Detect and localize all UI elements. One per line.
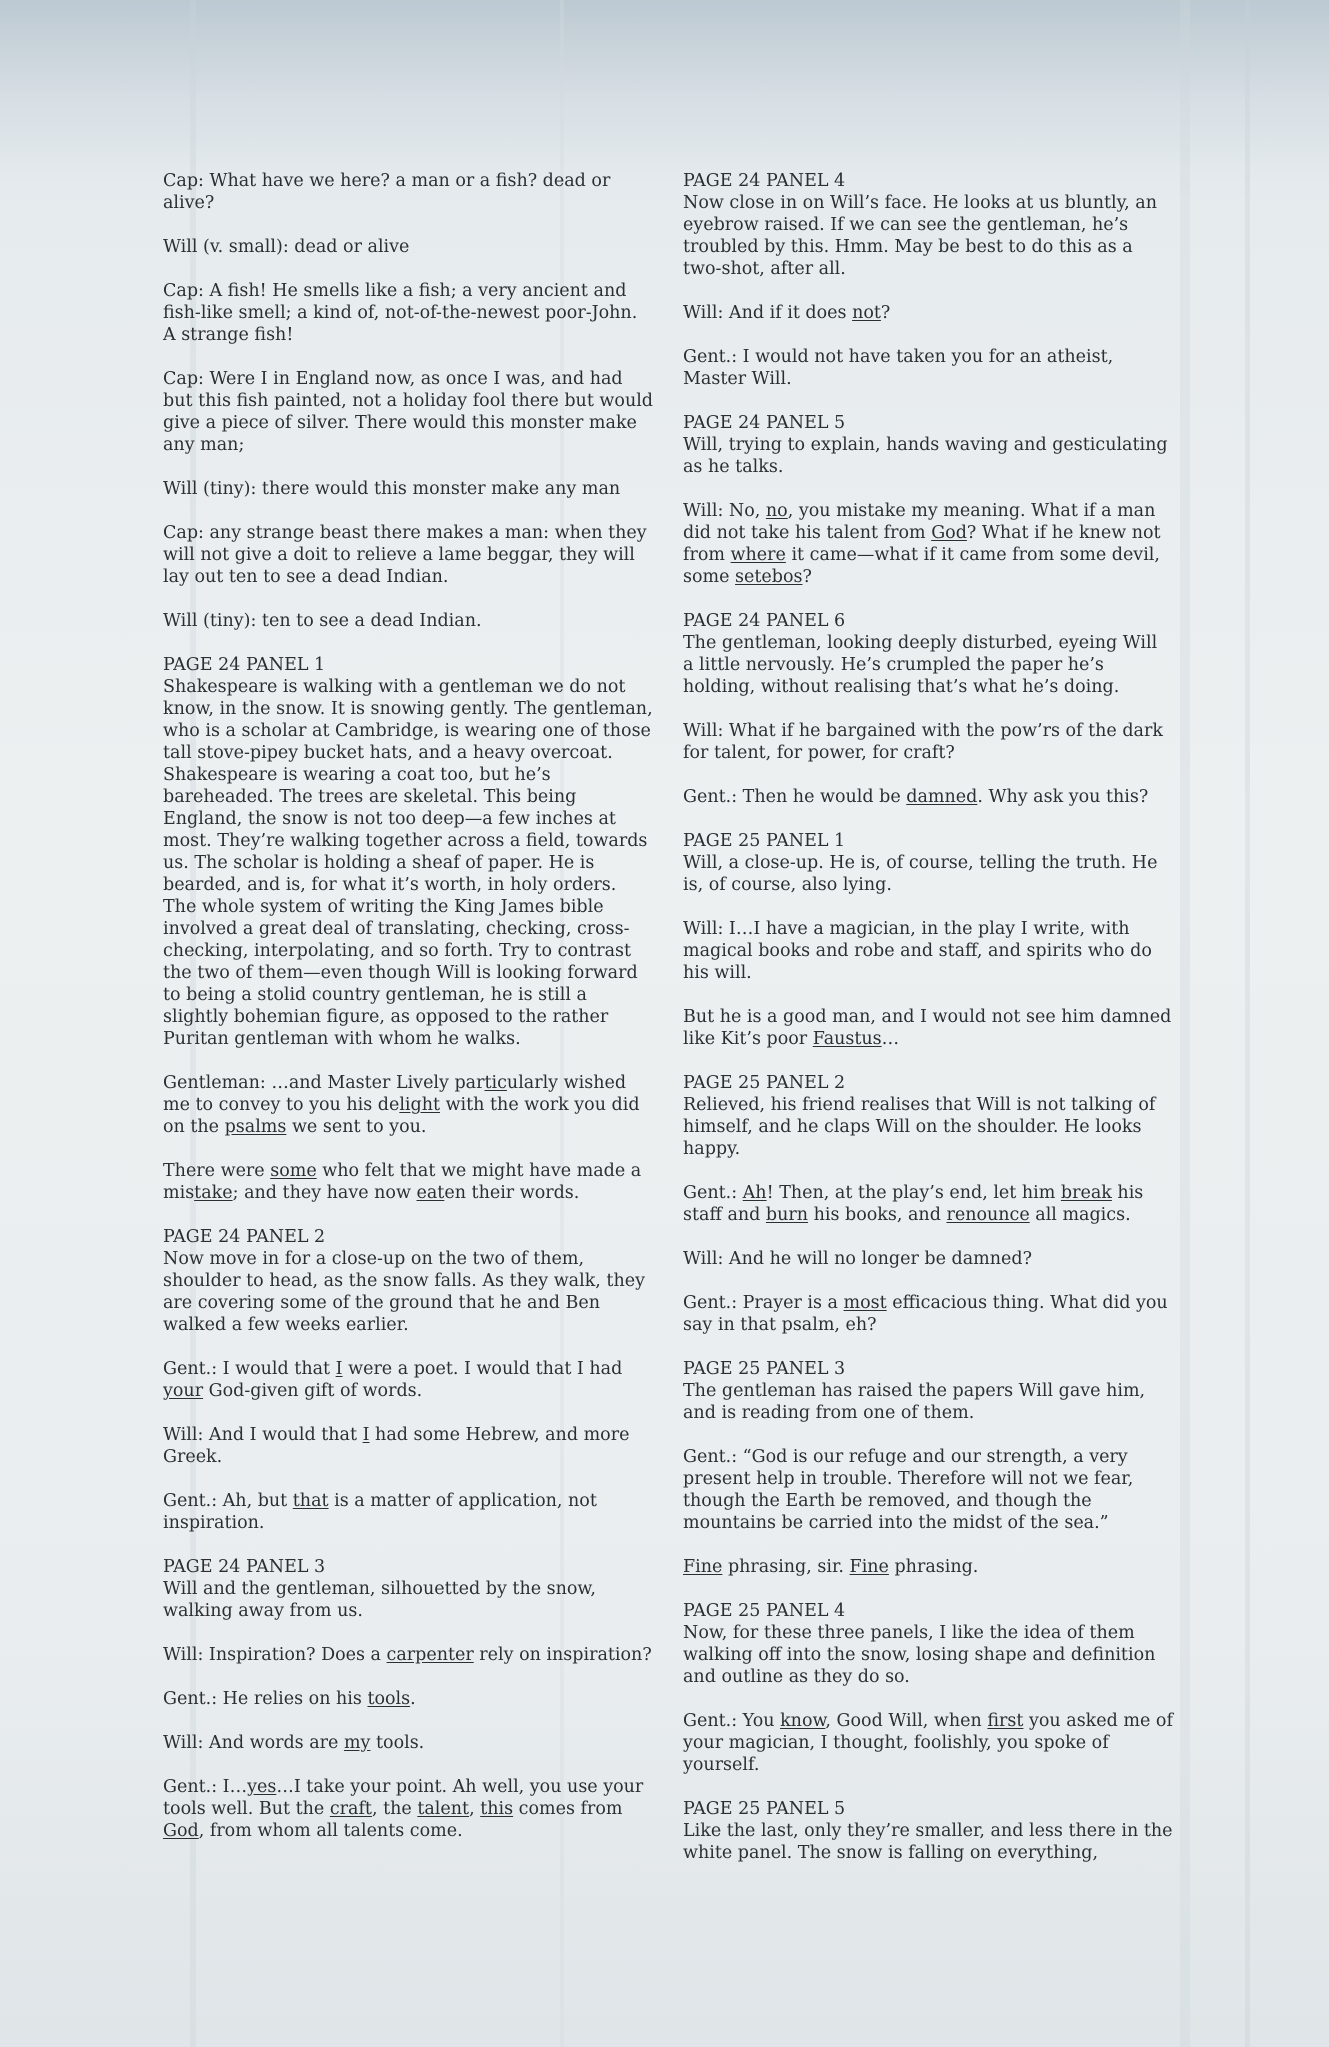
dialogue-text: Will: What if he bargained with the pow’rs of the dark for talent, for power, for craft? [683, 721, 1163, 763]
panel-heading: PAGE 25 PANEL 3 [683, 1359, 846, 1379]
panel-description [163, 1226, 653, 1336]
dialogue-text: Gent.: I would not have taken you for an atheist, Master Will. [683, 347, 1114, 389]
panel-heading: PAGE 24 PANEL 3 [163, 1557, 326, 1577]
dialogue-text: Gent.: He relies on his tools. [163, 1689, 416, 1709]
panel-text: The gentleman has raised the papers Will gave him, and is reading from one of them. [683, 1381, 1146, 1423]
dialogue-text: But he is a good man, and I would not see him damned like Kit’s poor Faustus… [683, 1007, 1172, 1049]
dialogue-line [683, 302, 1173, 324]
dialogue-line [163, 1776, 653, 1842]
dialogue-text: Gent.: “God is our refuge and our strength, a very present help in trouble. Therefore will not we fear, though the Earth be removed, and though the mountains be carried into the midst of the sea.” [683, 1447, 1134, 1533]
dialogue-line [163, 478, 653, 500]
panel-description [683, 1072, 1173, 1160]
dialogue-text: Gent.: Prayer is a most efficacious thing. What did you say in that psalm, eh? [683, 1293, 1168, 1335]
dialogue-line [683, 720, 1173, 764]
panel-description [683, 610, 1173, 698]
dialogue-line [683, 1710, 1173, 1776]
left-column [163, 170, 653, 1890]
background-streak [1245, 0, 1250, 2047]
right-column [683, 170, 1173, 1890]
panel-heading: PAGE 24 PANEL 2 [163, 1227, 326, 1247]
panel-description [683, 1358, 1173, 1424]
dialogue-line [683, 918, 1173, 984]
dialogue-line [683, 1182, 1173, 1226]
dialogue-line [163, 1688, 653, 1710]
dialogue-text: Gent.: Ah! Then, at the play’s end, let him break his staff and burn his books, and renounce all magics. [683, 1183, 1144, 1225]
dialogue-line [163, 236, 653, 258]
dialogue-text: Will: And he will no longer be damned? [683, 1249, 1032, 1269]
dialogue-line [683, 1006, 1173, 1050]
dialogue-text: Gent.: I…yes…I take your point. Ah well, you use your tools well. But the craft, the talent, this comes from God, from whom all talents come. [163, 1777, 644, 1841]
dialogue-line [163, 610, 653, 632]
background-streak [1180, 0, 1190, 2047]
dialogue-text: Cap: A fish! He smells like a fish; a very ancient and fish-like smell; a kind of, not-of-the-newest poor-John. A strange fish! [163, 281, 638, 345]
dialogue-text: Cap: Were I in England now, as once I was, and had but this fish painted, not a holiday fool there but would give a piece of silver. There would this monster make any man; [163, 369, 654, 455]
panel-description [163, 1556, 653, 1622]
dialogue-text: Gent.: Then he would be damned. Why ask you this? [683, 787, 1149, 807]
dialogue-text: Will: I…I have a magician, in the play I write, with magical books and robe and staff, and spirits who do his will. [683, 919, 1152, 983]
dialogue-line [163, 1160, 653, 1204]
panel-description [683, 1600, 1173, 1688]
panel-description [683, 830, 1173, 896]
dialogue-text: Gent.: Ah, but that is a matter of application, not inspiration. [163, 1491, 597, 1533]
dialogue-text: Will: And words are my tools. [163, 1733, 425, 1753]
panel-description [683, 1798, 1173, 1864]
panel-text: Relieved, his friend realises that Will is not talking of himself, and he claps Will on the shoulder. He looks happy. [683, 1095, 1156, 1159]
dialogue-line [163, 1072, 653, 1138]
panel-text: Like the last, only they’re smaller, and less there in the white panel. The snow is falling on everything, [683, 1821, 1173, 1863]
panel-text: The gentleman, looking deeply disturbed, eyeing Will a little nervously. He’s crumpled the paper he’s holding, without realising that’s what he’s doing. [683, 633, 1158, 697]
dialogue-line [163, 280, 653, 346]
panel-text: Will and the gentleman, silhouetted by the snow, walking away from us. [163, 1579, 596, 1621]
background-top-shade [0, 0, 1329, 170]
dialogue-text: Fine phrasing, sir. Fine phrasing. [683, 1557, 979, 1577]
dialogue-text: Cap: What have we here? a man or a fish? dead or alive? [163, 171, 611, 213]
dialogue-line [683, 1446, 1173, 1534]
panel-text: Now close in on Will’s face. He looks at us bluntly, an eyebrow raised. If we can see the gentleman, he’s troubled by this. Hmm. May be best to do this as a two-shot, after all. [683, 193, 1157, 279]
panel-heading: PAGE 25 PANEL 1 [683, 831, 846, 851]
panel-text: Shakespeare is walking with a gentleman we do not know, in the snow. It is snowing gently. The gentleman, who is a scholar at Cambridge, is wearing one of those tall stove-pipey bucket hats, and a heavy overcoat. Shakespeare is wearing a coat too, but he’s bareheaded. The trees are skeletal. This being England, the snow is not too deep—a few inches at most. They’re walking together across a field, towards us. The scholar is holding a sheaf of paper. He is bearded, and is, for what it’s worth, in holy orders. The whole system of writing the King James bible involved a great deal of translating, checking, cross-checking, interpolating, and so forth. Try to contrast the two of them—even though Will is looking forward to being a stolid country gentleman, he is still a slightly bohemian figure, as opposed to the rather Puritan gentleman with whom he walks. [163, 677, 653, 1049]
dialogue-text: Will: And I would that I had some Hebrew, and more Greek. [163, 1425, 630, 1467]
dialogue-text: Gent.: You know, Good Will, when first you asked me of your magician, I thought, foolishly, you spoke of yourself. [683, 1711, 1173, 1775]
panel-heading: PAGE 25 PANEL 5 [683, 1799, 846, 1819]
dialogue-line [163, 1424, 653, 1468]
dialogue-line [683, 786, 1173, 808]
dialogue-line [163, 368, 653, 456]
dialogue-text: Will: Inspiration? Does a carpenter rely on inspiration? [163, 1645, 652, 1665]
panel-heading: PAGE 24 PANEL 4 [683, 171, 846, 191]
panel-text: Will, trying to explain, hands waving and gesticulating as he talks. [683, 435, 1168, 477]
dialogue-line [683, 500, 1173, 588]
panel-text: Will, a close-up. He is, of course, telling the truth. He is, of course, also lying. [683, 853, 1158, 895]
dialogue-line [683, 1556, 1173, 1578]
dialogue-line [163, 1732, 653, 1754]
panel-text: Now move in for a close-up on the two of them, shoulder to head, as the snow falls. As they walk, they are covering some of the ground that he and Ben walked a few weeks earlier. [163, 1249, 645, 1335]
dialogue-text: Cap: any strange beast there makes a man: when they will not give a doit to relieve a lame beggar, they will lay out ten to see a dead Indian. [163, 523, 647, 587]
dialogue-text: Will (v. small): dead or alive [163, 237, 410, 257]
dialogue-text: Will: No, no, you mistake my meaning. What if a man did not take his talent from God? What if he knew not from where it came—what if it came from some devil, some setebos? [683, 501, 1161, 587]
dialogue-line [683, 346, 1173, 390]
dialogue-text: Will (tiny): ten to see a dead Indian. [163, 611, 482, 631]
panel-heading: PAGE 25 PANEL 4 [683, 1601, 846, 1621]
dialogue-line [163, 170, 653, 214]
dialogue-text: Gentleman: …and Master Lively particularly wished me to convey to you his delight with the work you did on the psalms we sent to you. [163, 1073, 640, 1137]
script-page [163, 170, 1173, 1890]
panel-description [683, 170, 1173, 280]
dialogue-line [683, 1292, 1173, 1336]
panel-heading: PAGE 25 PANEL 2 [683, 1073, 846, 1093]
panel-description [683, 412, 1173, 478]
panel-heading: PAGE 24 PANEL 1 [163, 655, 326, 675]
dialogue-text: There were some who felt that we might have made a mistake; and they have now eaten their words. [163, 1161, 642, 1203]
panel-heading: PAGE 24 PANEL 6 [683, 611, 846, 631]
dialogue-text: Will: And if it does not? [683, 303, 891, 323]
dialogue-line [163, 522, 653, 588]
dialogue-line [163, 1644, 653, 1666]
dialogue-line [163, 1490, 653, 1534]
dialogue-text: Gent.: I would that I were a poet. I would that I had your God-given gift of words. [163, 1359, 623, 1401]
panel-text: Now, for these three panels, I like the idea of them walking off into the snow, losing shape and definition and outline as they do so. [683, 1623, 1156, 1687]
dialogue-line [683, 1248, 1173, 1270]
dialogue-line [163, 1358, 653, 1402]
panel-description [163, 654, 653, 1050]
panel-heading: PAGE 24 PANEL 5 [683, 413, 846, 433]
dialogue-text: Will (tiny): there would this monster make any man [163, 479, 621, 499]
